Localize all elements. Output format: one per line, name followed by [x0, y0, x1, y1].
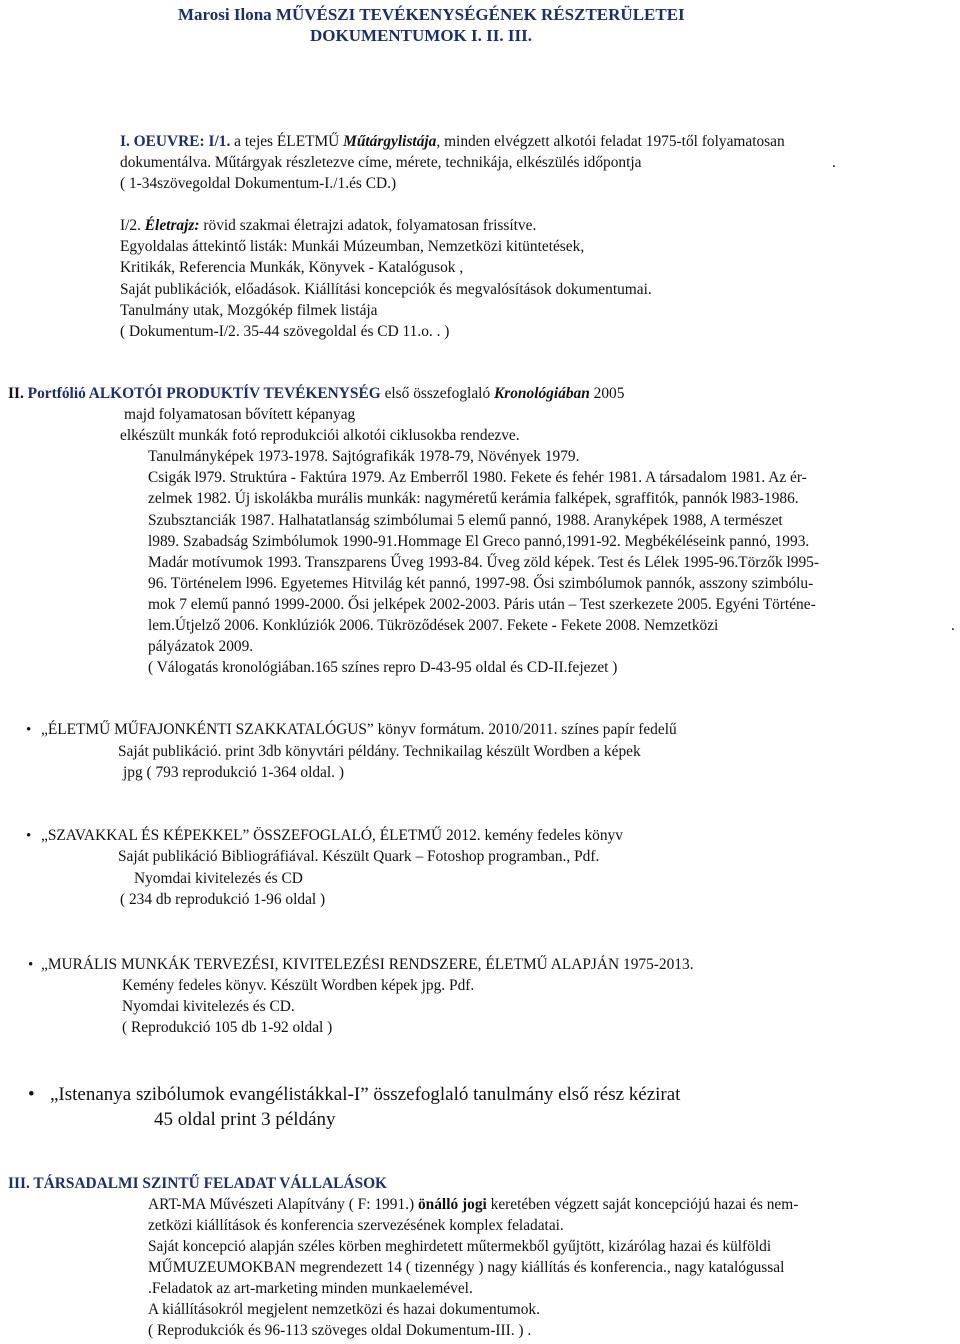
oeuvre-line-2-dot: .: [832, 154, 836, 171]
section-iii-line-1: ART-MA Művészeti Alapítvány ( F: 1991.) önálló jogi keretében végzett saját koncepciójú hazai és nem-: [148, 1196, 799, 1213]
bullet-1-marker: •: [26, 722, 32, 738]
bullet-2-marker: •: [26, 828, 32, 844]
bullet-1-line-1: „ÉLETMŰ MŰFAJONKÉNTI SZAKKATALÓGUS” könyv formátum. 2010/2011. színes papír fedelű: [41, 721, 677, 738]
kronologia-term: Kronológiában: [493, 385, 590, 402]
portfolio-line-10: mok 7 elemű pannó 1999-2000. Ősi jelképek 2002-2003. Páris után – Test szerkezete 2005. Egyéni Történe-: [148, 596, 816, 613]
bullet-4-line-2: 45 oldal print 3 példány: [154, 1109, 336, 1130]
section-ii-label: II.: [8, 385, 24, 402]
bullet-1-line-3: jpg ( 793 reprodukció 1-364 oldal. ): [123, 764, 344, 781]
eletrajz-detail-4: Tanulmány utak, Mozgókép filmek listája: [120, 302, 378, 319]
eletrajz-detail-3: Saját publikációk, előadások. Kiállítási koncepciók és megvalósítások dokumentumai.: [120, 281, 652, 298]
portfolio-line-2: elkészült munkák fotó reprodukciói alkotói ciklusokba rendezve.: [120, 427, 520, 444]
page-subtitle: DOKUMENTUMOK I. II. III.: [310, 26, 532, 45]
section-iii-line-2: zetközi kiállítások és konferencia szervezésének komplex feladatai.: [148, 1217, 564, 1234]
portfolio-heading: II. Portfólió ALKOTÓI PRODUKTÍV TEVÉKENYSÉG első összefoglaló Kronológiában 2005: [8, 385, 625, 402]
section-iii-line-3: Saját koncepció alapján széles körben meghirdetett műtermekből gyűjtött, kizárólag hazai és külföldi: [148, 1238, 772, 1255]
section-iii-heading: III. TÁRSADALMI SZINTŰ FELADAT VÁLLALÁSOK: [8, 1175, 388, 1192]
portfolio-line-5: zelmek 1982. Új iskolákba murális munkák: nagyméretű kerámia falképek, sgraffitók, pannók l983-1986.: [148, 490, 799, 507]
bullet-3-line-1: „MURÁLIS MUNKÁK TERVEZÉSI, KIVITELEZÉSI RENDSZERE, ÉLETMŰ ALAPJÁN 1975-2013.: [41, 956, 694, 973]
eletrajz-detail-5: ( Dokumentum-I/2. 35-44 szövegoldal és CD 11.o. . ): [120, 323, 450, 340]
bullet-3-line-3: Nyomdai kivitelezés és CD.: [122, 998, 295, 1015]
oeuvre-label: I. OEUVRE: I/1.: [120, 133, 231, 150]
bullet-3-line-2: Kemény fedeles könyv. Készült Wordben képek jpg. Pdf.: [122, 977, 475, 994]
oeuvre-line-3: ( 1-34szövegoldal Dokumentum-I./1.és CD.): [120, 175, 397, 192]
portfolio-line-1: majd folyamatosan bővített képanyag: [124, 406, 356, 423]
onallo-jogi-term: önálló jogi: [417, 1196, 487, 1213]
bullet-4-marker: •: [28, 1084, 35, 1105]
eletrajz-term: Életrajz:: [144, 217, 200, 234]
oeuvre-line-1: I. OEUVRE: I/1. a tejes ÉLETMŰ Műtárgylistája, minden elvégzett alkotói feladat 1975-től folyamatosan: [120, 133, 785, 150]
page-title: Marosi Ilona MŰVÉSZI TEVÉKENYSÉGÉNEK RÉSZTERÜLETEI: [178, 5, 685, 24]
bullet-1-line-2: Saját publikáció. print 3db könyvtári példány. Technikailag készült Wordben a képek: [118, 743, 641, 760]
portfolio-line-12: pályázatok 2009.: [148, 638, 254, 655]
section-iii-line-4: MŰMUZEUMOKBAN megrendezett 14 ( tizennégy ) nagy kiállítás és konferencia., nagy katalógussal: [148, 1259, 785, 1276]
bullet-2-line-2: Saját publikáció Bibliográfiával. Készült Quark – Fotoshop programban., Pdf.: [118, 848, 600, 865]
bullet-2-line-4: ( 234 db reprodukció 1-96 oldal ): [120, 891, 326, 908]
portfolio-line-8: Madár motívumok 1993. Transzparens Űveg 1993-84. Űveg zöld képek. Test és Lélek 1995-96.Törzők l995-: [148, 554, 819, 571]
eletrajz-line: I/2. Életrajz: rövid szakmai életrajzi adatok, folyamatosan frissítve.: [120, 217, 537, 234]
portfolio-line-4: Csigák l979. Struktúra - Faktúra 1979. Az Emberről 1980. Fekete és fehér 1981. A társadalom 1981. Az ér-: [148, 469, 807, 486]
section-iii-line-7: ( Reprodukciók és 96-113 szöveges oldal Dokumentum-III. ) .: [148, 1322, 532, 1339]
bullet-3-line-4: ( Reprodukció 105 db 1-92 oldal ): [122, 1019, 333, 1036]
portfolio-line-11-dot: .: [951, 617, 955, 634]
bullet-4-line-1: „Istenanya szibólumok evangélistákkal-I” összefoglaló tanulmány első rész kézirat: [50, 1084, 681, 1105]
portfolio-line-13: ( Válogatás kronológiában.165 színes repro D-43-95 oldal és CD-II.fejezet ): [148, 659, 618, 676]
section-iii-line-6: A kiállításokról megjelent nemzetközi és hazai dokumentumok.: [148, 1301, 540, 1318]
bullet-3-marker: •: [28, 957, 34, 973]
section-iii-line-5: .Feladatok az art-marketing minden munkaelemével.: [148, 1280, 473, 1297]
eletrajz-detail-1: Egyoldalas áttekintő listák: Munkái Múzeumban, Nemzetközi kitüntetések,: [120, 238, 585, 255]
muvtargylista-term: Műtárgylistája: [343, 133, 437, 150]
portfolio-line-9: 96. Történelem l996. Egyetemes Hitvilág két pannó, 1997-98. Ősi szimbólumok pannók, asszony szimbólu-: [148, 575, 814, 592]
portfolio-line-6: Szubsztanciák 1987. Halhatatlanság szimbólumai 5 elemű pannó, 1988. Aranyképek 1988, A természet: [148, 512, 783, 529]
oeuvre-line-2: dokumentálva. Műtárgyak részletezve címe, mérete, technikája, elkészülés időpontja: [120, 154, 642, 171]
bullet-2-line-3: Nyomdai kivitelezés és CD: [134, 870, 303, 887]
portfolio-line-11: lem.Útjelző 2006. Konklúziók 2006. Tükröződések 2007. Fekete - Fekete 2008. Nemzetközi: [148, 617, 719, 634]
eletrajz-detail-2: Kritikák, Referencia Munkák, Könyvek - Katalógusok ,: [120, 259, 464, 276]
portfolio-line-3: Tanulmányképek 1973-1978. Sajtógrafikák 1978-79, Növények 1979.: [148, 448, 580, 465]
portfolio-line-7: l989. Szabadság Szimbólumok 1990-91.Hommage El Greco pannó,1991-92. Megbékéléseink pannó, 1993.: [148, 533, 810, 550]
bullet-2-line-1: „SZAVAKKAL ÉS KÉPEKKEL” ÖSSZEFOGLALÓ, ÉLETMŰ 2012. kemény fedeles könyv: [41, 827, 623, 844]
